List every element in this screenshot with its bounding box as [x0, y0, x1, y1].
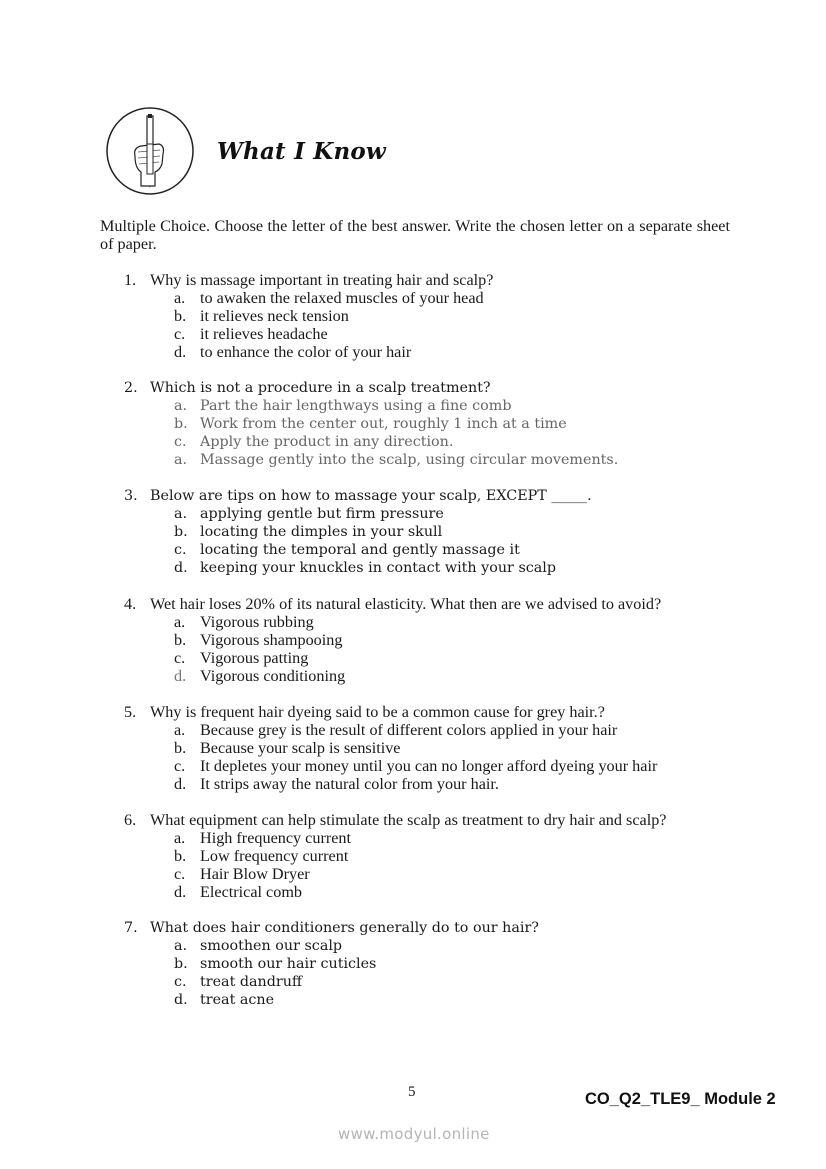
option	[174, 775, 744, 793]
option-letter: d.	[174, 775, 187, 793]
option	[174, 955, 744, 973]
question-number: 4.	[124, 595, 137, 613]
option-letter: b.	[174, 739, 187, 757]
watermark: www.modyul.online	[338, 1125, 490, 1143]
option	[174, 991, 744, 1009]
section-title: What I Know	[217, 137, 386, 165]
option-letter: d.	[174, 992, 188, 1008]
option-letter: a.	[174, 452, 188, 468]
option-text: Part the hair lengthways using a fine comb	[200, 398, 512, 414]
option	[174, 289, 744, 307]
option-letter: a.	[174, 289, 186, 307]
question-text: What does hair conditioners generally do to our hair?	[150, 920, 539, 936]
question-number: 6.	[124, 811, 137, 829]
option	[174, 415, 744, 433]
option	[174, 937, 744, 955]
option	[174, 523, 744, 541]
option	[174, 451, 744, 469]
option-letter: b.	[174, 956, 188, 972]
option-text: it relieves neck tension	[200, 307, 349, 325]
question-5	[124, 703, 744, 793]
option-letter: a.	[174, 398, 188, 414]
option-letter: b.	[174, 416, 188, 432]
option	[174, 865, 744, 883]
question-text: Wet hair loses 20% of its natural elasticity. What then are we advised to avoid?	[150, 595, 662, 613]
option	[174, 973, 744, 991]
option-text: It depletes your money until you can no longer afford dyeing your hair	[200, 757, 658, 775]
question-6	[124, 811, 744, 901]
option	[174, 883, 744, 901]
option-letter: a.	[174, 506, 188, 522]
option-letter: b.	[174, 847, 187, 865]
option-letter: d.	[174, 343, 187, 361]
option-letter: c.	[174, 325, 186, 343]
option	[174, 325, 744, 343]
question-4	[124, 595, 744, 685]
question-text: Below are tips on how to massage your scalp, EXCEPT _____.	[150, 488, 592, 504]
question-text: What equipment can help stimulate the scalp as treatment to dry hair and scalp?	[150, 811, 667, 829]
option-text: smoothen our scalp	[200, 938, 343, 954]
option-letter: b.	[174, 631, 187, 649]
option-text: Massage gently into the scalp, using circular movements.	[200, 452, 619, 468]
option	[174, 721, 744, 739]
question-number: 5.	[124, 703, 137, 721]
option-text: Vigorous rubbing	[200, 613, 314, 631]
option-text: to enhance the color of your hair	[200, 343, 412, 361]
option	[174, 847, 744, 865]
option	[174, 739, 744, 757]
option	[174, 649, 744, 667]
option-letter: a.	[174, 721, 186, 739]
option-letter: b.	[174, 524, 188, 540]
option-text: keeping your knuckles in contact with your scalp	[200, 560, 557, 576]
option-text: Because grey is the result of different colors applied in your hair	[200, 721, 618, 739]
option-text: Vigorous patting	[200, 649, 309, 667]
option-text: Work from the center out, roughly 1 inch at a time	[200, 416, 567, 432]
question-2	[124, 379, 744, 469]
option	[174, 559, 744, 577]
option-letter: b.	[174, 307, 187, 325]
option-text: applying gentle but firm pressure	[200, 506, 444, 522]
option	[174, 613, 744, 631]
option-text: It strips away the natural color from your hair.	[200, 775, 499, 793]
option-letter: c.	[174, 974, 187, 990]
hand-holding-pencil-icon	[105, 106, 195, 196]
option-text: locating the temporal and gently massage it	[200, 542, 520, 558]
question-text: Why is massage important in treating hair and scalp?	[150, 271, 494, 289]
question-3	[124, 487, 744, 577]
option-letter: c.	[174, 434, 187, 450]
question-number: 7.	[124, 920, 138, 936]
option-letter: a.	[174, 829, 186, 847]
option-text: smooth our hair cuticles	[200, 956, 377, 972]
option-letter: c.	[174, 865, 186, 883]
option-text: Electrical comb	[200, 883, 303, 901]
option	[174, 541, 744, 559]
option-letter: c.	[174, 542, 187, 558]
option-text: locating the dimples in your skull	[200, 524, 443, 540]
module-code: CO_Q2_TLE9_ Module 2	[585, 1090, 776, 1108]
option-text: Apply the product in any direction.	[200, 434, 454, 450]
page-number: 5	[408, 1084, 416, 1100]
question-number: 3.	[124, 488, 138, 504]
question-text: Why is frequent hair dyeing said to be a common cause for grey hair.?	[150, 703, 605, 721]
option	[174, 829, 744, 847]
option	[174, 757, 744, 775]
option	[174, 397, 744, 415]
option-letter: d.	[174, 560, 188, 576]
option	[174, 667, 744, 685]
option-text: it relieves headache	[200, 325, 328, 343]
option-letter: d.	[174, 883, 187, 901]
option-text: Low frequency current	[200, 847, 349, 865]
option	[174, 631, 744, 649]
section-header	[105, 106, 386, 196]
option-text: Because your scalp is sensitive	[200, 739, 401, 757]
question-number: 1.	[124, 271, 137, 289]
option	[174, 433, 744, 451]
option-letter: a.	[174, 938, 188, 954]
option-letter: c.	[174, 649, 186, 667]
option	[174, 505, 744, 523]
option-letter: a.	[174, 613, 186, 631]
option-text: Vigorous conditioning	[200, 667, 346, 685]
option-text: to awaken the relaxed muscles of your head	[200, 289, 484, 307]
question-number: 2.	[124, 380, 138, 396]
option-letter: c.	[174, 757, 186, 775]
option-text: Vigorous shampooing	[200, 631, 343, 649]
question-7	[124, 919, 744, 1009]
question-1	[124, 271, 744, 361]
question-text: Which is not a procedure in a scalp treatment?	[150, 380, 491, 396]
instructions: Multiple Choice. Choose the letter of the best answer. Write the chosen letter on a separate sheet of paper.	[100, 217, 730, 253]
option-text: treat acne	[200, 992, 275, 1008]
question-list	[124, 271, 744, 1027]
option-text: High frequency current	[200, 829, 352, 847]
option-letter: d.	[174, 667, 187, 685]
option	[174, 343, 744, 361]
option-text: Hair Blow Dryer	[200, 865, 310, 883]
option-text: treat dandruff	[200, 974, 303, 990]
option	[174, 307, 744, 325]
